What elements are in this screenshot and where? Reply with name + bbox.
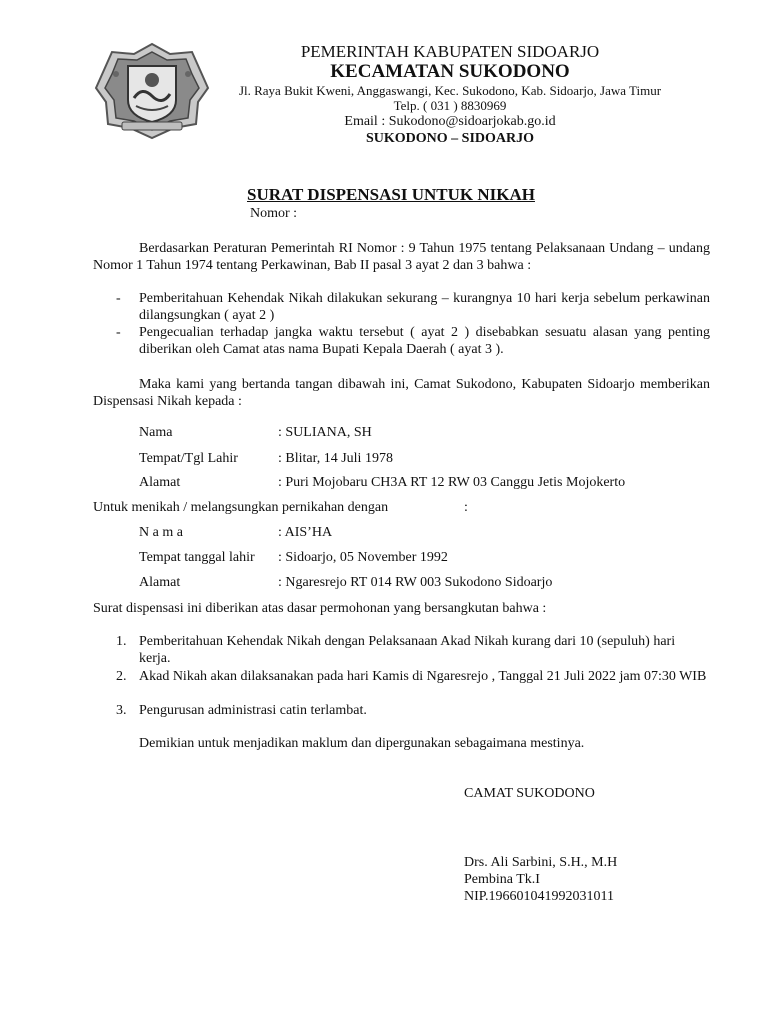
marry-with-colon: : bbox=[464, 500, 468, 515]
list-item bbox=[93, 633, 710, 667]
list-item bbox=[93, 668, 710, 702]
letter-title: SURAT DISPENSASI UNTUK NIKAH bbox=[247, 185, 535, 204]
list-item bbox=[93, 324, 710, 358]
list-item-text: Pemberitahuan Kehendak Nikah dilakukan sekurang – kurangnya 10 hari kerja sebelum perkawinan dilangsungkan ( ayat 2 ) bbox=[139, 291, 710, 323]
kop-city: SUKODONO – SIDOARJO bbox=[365, 131, 535, 146]
signature-name: Drs. Ali Sarbini, S.H., M.H bbox=[464, 855, 618, 870]
dash-marker: - bbox=[116, 291, 121, 306]
kabupaten-emblem-icon bbox=[92, 40, 212, 140]
list-item-text: Pengurusan administrasi catin terlambat. bbox=[139, 703, 367, 718]
letter-number: Nomor : bbox=[250, 206, 298, 221]
person1-address-value: : Puri Mojobaru CH3A RT 12 RW 03 Canggu Jetis Mojokerto bbox=[278, 475, 626, 490]
person1-address-label: Alamat bbox=[139, 475, 181, 490]
kop-address: Jl. Raya Bukit Kweni, Anggaswangi, Kec. Sukodono, Kab. Sidoarjo, Jawa Timur bbox=[238, 83, 662, 98]
person1-birth-value: : Blitar, 14 Juli 1978 bbox=[278, 451, 393, 466]
person2-name-label: N a m a bbox=[139, 525, 183, 540]
dash-marker: - bbox=[116, 325, 121, 340]
kop-phone: Telp. ( 031 ) 8830969 bbox=[393, 98, 507, 113]
person2-address-label: Alamat bbox=[139, 575, 181, 590]
person2-name-value: : AIS’HA bbox=[278, 525, 333, 540]
list-number: 2. bbox=[116, 669, 127, 684]
list-number: 1. bbox=[116, 634, 127, 649]
signature-nip: NIP.196601041992031011 bbox=[464, 889, 614, 904]
dispensation-paragraph: Maka kami yang bertanda tangan dibawah ini, Camat Sukodono, Kabupaten Sidoarjo memberikan Dispensasi Nikah kepada : bbox=[93, 377, 710, 409]
basis-line: Surat dispensasi ini diberikan atas dasar permohonan yang bersangkutan bahwa : bbox=[93, 601, 547, 616]
marry-with-line: Untuk menikah / melangsungkan pernikahan dengan bbox=[93, 500, 389, 515]
person1-birth-label: Tempat/Tgl Lahir bbox=[139, 451, 238, 466]
person2-birth-value: : Sidoarjo, 05 November 1992 bbox=[278, 550, 448, 565]
person2-birth-label: Tempat tanggal lahir bbox=[139, 550, 255, 565]
person1-name-label: Nama bbox=[139, 425, 173, 440]
person1-name-value: : SULIANA, SH bbox=[278, 425, 372, 440]
list-item bbox=[93, 702, 710, 719]
kop-district: KECAMATAN SUKODONO bbox=[330, 61, 570, 82]
list-item-text: Akad Nikah akan dilaksanakan pada hari Kamis di Ngaresrejo , Tanggal 21 Juli 2022 jam 07:30 WIB bbox=[139, 669, 707, 684]
signature-office: CAMAT SUKODONO bbox=[464, 786, 595, 801]
legal-basis-paragraph: Berdasarkan Peraturan Pemerintah RI Nomor : 9 Tahun 1975 tentang Pelaksanaan Undang – undang Nomor 1 Tahun 1974 tentang Perkawinan, Bab II pasal 3 ayat 2 dan 3 bahwa : bbox=[93, 241, 710, 273]
list-item bbox=[93, 290, 710, 324]
list-number: 3. bbox=[116, 703, 127, 718]
closing-sentence: Demikian untuk menjadikan maklum dan dipergunakan sebagaimana mestinya. bbox=[139, 736, 585, 751]
signature-rank: Pembina Tk.I bbox=[464, 872, 540, 887]
kop-email: Email : Sukodono@sidoarjokab.go.id bbox=[344, 114, 556, 129]
list-item-text: Pengecualian terhadap jangka waktu tersebut ( ayat 2 ) disebabkan sesuatu alasan yang penting diberikan oleh Camat atas nama Bupati Kepala Daerah ( ayat 3 ). bbox=[139, 325, 710, 357]
list-item-text: Pemberitahuan Kehendak Nikah dengan Pelaksanaan Akad Nikah kurang dari 10 (sepuluh) hari kerja. bbox=[139, 634, 676, 666]
kop-government: PEMERINTAH KABUPATEN SIDOARJO bbox=[300, 42, 600, 61]
person2-address-value: : Ngaresrejo RT 014 RW 003 Sukodono Sidoarjo bbox=[278, 575, 553, 590]
